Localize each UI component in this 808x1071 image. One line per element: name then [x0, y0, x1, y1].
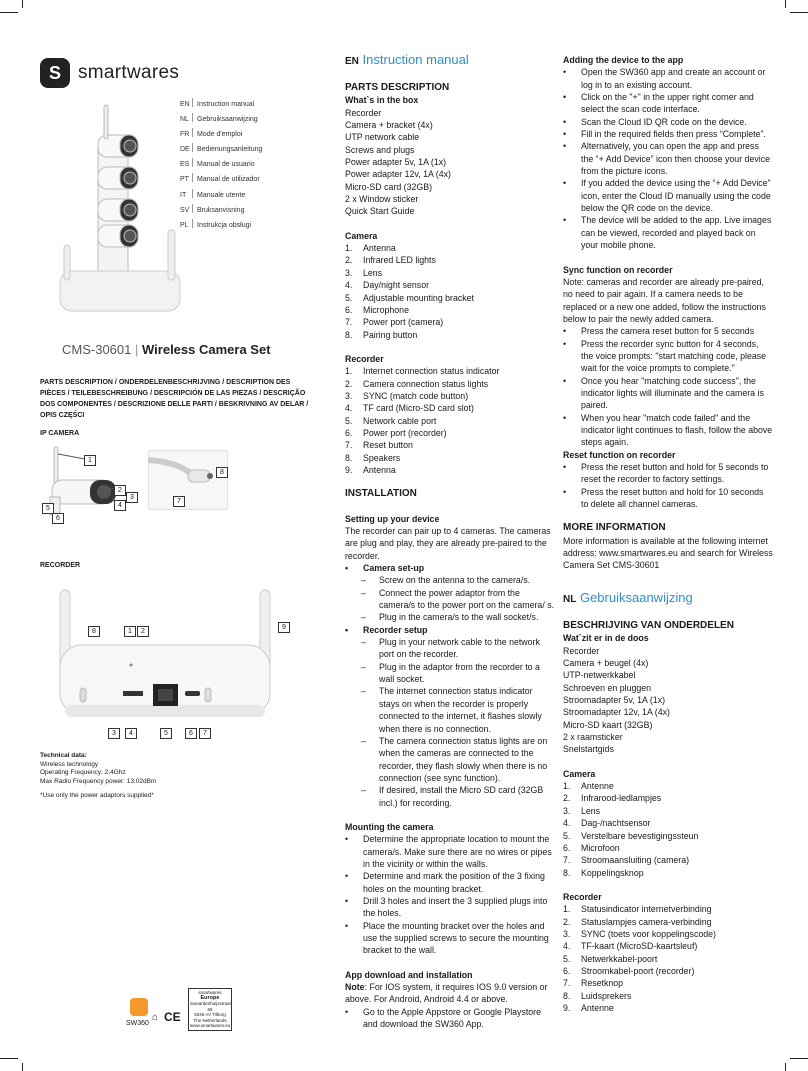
en-column-1 — [345, 0, 555, 1071]
recorder-callout-6: 6 — [185, 728, 197, 739]
lang-row: NL Gebruiksaanwijzing — [180, 112, 262, 127]
lang-row: ES Manual de usuario — [180, 157, 262, 172]
en-add-steps: • Open the SW360 app and create an account or log in to an existing account. • Click on the "+" in the upper right corner and select the scan code interface. • Scan the Cloud ID QR code on the device. • Fill in the required fields then press “Complete”. • Alternatively, you can open the app and press the “+ Add Device” icon then choose your device from the picture icons. • If you added the device using the “+ Add Device” icon, enter the Cloud ID manually using the code below the QR code on the device. • The device will be added to the app. Live images can be viewed, recorded and played back on your mobile phone. — [563, 66, 773, 251]
recycle-icon: ⌂ — [152, 1012, 159, 1023]
en-heading: EN Instruction manual — [345, 52, 469, 67]
camera-callout-7: 7 — [173, 496, 185, 507]
brand-logo: S — [40, 58, 70, 88]
technical-data: Technical data: Wireless technology Operating Frequency: 2,4Ghz Max Radio Frequency power: 13.02dBm *Use only the power adaptors supplied* — [40, 752, 157, 799]
camera-callout-1: 1 — [84, 455, 96, 466]
camera-callout-8: 8 — [216, 467, 228, 478]
section-title: PARTS DESCRIPTION — [345, 82, 450, 93]
recorder-label: RECORDER — [40, 562, 81, 569]
recorder-callout-2: 2 — [137, 626, 149, 637]
lang-row: FR Mode d'emploi — [180, 127, 262, 142]
ip-camera-label: IP CAMERA — [40, 430, 80, 437]
en-nl-column — [563, 0, 773, 1071]
lang-row: IT Manuale utente — [180, 188, 262, 203]
crop-mark — [790, 12, 808, 13]
recorder-callout-3: 3 — [108, 728, 120, 739]
camera-callout-3: 3 — [126, 492, 138, 503]
nl-body: BESCHRIJVING VAN ONDERDELEN Wat`zit er in de doos Recorder Camera + beugel (4x) UTP-netwerkkabel Schroeven en pluggen Stroomadapter 5v, 1A (1x) Stroomadapter 12v, 1A (4x) Micro-SD kaart (32GB) 2 x raamsticker Snelstartgids Camera 1. Antenne 2. Infrarood-ledlampjes 3. Lens 4. Dag-/nachtsensor 5. Verstelbare bevestigingssteun 6. Microfoon 7. Stroomaansluiting (camera) 8. Koppelingsknop Recorder 1. Statusindicator internetverbinding 2. Statuslampjes camera-verbinding 3. SYNC (toets voor koppelingscode) 4. TF-kaart (MicroSD-kaartsleuf) 5. Netwerkkabel-poort 6. Stroomkabel-poort (recorder) 7. Resetknop 8. Luidsprekers 9. Antenne — [563, 620, 773, 1014]
section-title: BESCHRIJVING VAN ONDERDELEN — [563, 620, 734, 631]
crop-mark — [790, 1058, 808, 1059]
recorder-callout-5: 5 — [160, 728, 172, 739]
recorder-callout-7: 7 — [199, 728, 211, 739]
lang-row: PT Manual de utilizador — [180, 172, 262, 187]
nl-recorder-list: 1. Statusindicator internetverbinding 2. Statuslampjes camera-verbinding 3. SYNC (toets voor koppelingscode) 4. TF-kaart (MicroSD-kaartsleuf) 5. Netwerkkabel-poort 6. Stroomkabel-poort (recorder) 7. Resetknop 8. Luidsprekers 9. Antenne — [563, 904, 716, 1013]
recorder-diagram — [55, 585, 280, 735]
camera-callout-5: 5 — [42, 503, 54, 514]
nl-camera-list: 1. Antenne 2. Infrarood-ledlampjes 3. Lens 4. Dag-/nachtsensor 5. Verstelbare bevestigingssteun 6. Microfoon 7. Stroomaansluiting (camera) 8. Koppelingsknop — [563, 781, 699, 878]
camera-callout-2: 2 — [114, 485, 126, 496]
sw360-label: SW360 — [126, 1020, 149, 1027]
en-mount-list: • Determine the appropriate location to mount the camera/s. Make sure there are no wires or pipes in the vicinity or within the walls. • Determine and mark the position of the 3 fixing holes on the mounting bracket. • Drill 3 holes and insert the 3 supplied plugs into the holes. • Place the mounting bracket over the holes and use the supplied screws to secure the mounting bracket to the wall. — [345, 833, 555, 956]
parts-header: PARTS DESCRIPTION / ONDERDELENBESCHRIJVING / DESCRIPTION DES PIÈCES / TEILEBESCHREIBUNG / DESCRIPCIÓN DE LAS PIEZAS / DESCRIÇÃO DOS COMPONENTES / DESCRIZIONE DELLE PARTI / BESKRIVNING AV DELAR / OPIS CZĘŚCI — [40, 379, 309, 419]
en-body-1: PARTS DESCRIPTION What`s in the box Recorder Camera + bracket (4x) UTP network cable Screws and plugs Power adapter 5v, 1A (1x) Power adapter 12v, 1A (4x) Micro-SD card (32GB) 2 x Window sticker Quick Start Guide Camera 1. Antenna 2. Infrared LED lights 3. Lens 4. Day/night sensor 5. Adjustable mounting bracket 6. Microphone 7. Power port (camera) 8. Pairing button Recorder 1. Internet connection status indicator 2. Camera connection status lights 3. SYNC (match code button) 4. TF card (Micro-SD card slot) 5. Network cable port 6. Power port (recorder) 7. Reset button 8. Speakers 9. Antenna INSTALLATION Setting up your device The recorder can pair up to 4 cameras. The cameras are plug and play, they are already pre-paired to the recorder. • Camera set-up – Screw on the antenna to the camera/s. – Connect the power adaptor from the camera/s to the power port on the camera/ s. – Plug in the camera/s to the wall socket/s. • Recorder setup – Plug in your network cable to the network port on the recorder. – Plug in the adaptor from the recorder to a wall socket. – The internet connection status indicator stays on when the recorder is properly connected to the internet, it flashes slowly when there is no connection. – The camera connection status lights are on when the cameras are connected to the recorder, they flash slowly when there is no connection (see sync function). – If desired, install the Micro SD card (32GB incl.) for recording. Mounting the camera • Determine the appropriate location to mount the camera/s. Make sure there are no wires or pipes in the vicinity or within the walls. • Determine and mark the position of the 3 fixing holes on the mounting bracket. • Drill 3 holes and insert the 3 supplied plugs into the holes. • Place the mounting bracket over the holes and use the supplied screws to secure the mounting bracket to the wall. App download and installation Note: For IOS system, it requires IOS 9.0 version or above. For Android, Android 4.4 or above. • Go to the Apple Appstore or Google Playstore and download the SW360 App. — [345, 82, 555, 1030]
en-camera-list: 1. Antenna 2. Infrared LED lights 3. Lens 4. Day/night sensor 5. Adjustable mounting bracket 6. Microphone 7. Power port (camera) 8. Pairing button — [345, 243, 475, 340]
product-image — [50, 95, 185, 335]
en-app-steps: • Go to the Apple Appstore or Google Playstore and download the SW360 App. — [345, 1006, 555, 1031]
ce-mark: CE — [164, 1010, 181, 1024]
section-title: INSTALLATION — [345, 488, 417, 500]
recorder-callout-8: 8 — [88, 626, 100, 637]
recorder-callout-9: 9 — [278, 622, 290, 633]
en-recorder-setup: – Plug in your network cable to the network port on the recorder. – Plug in the adaptor from the recorder to a wall socket. – The internet connection status indicator stays on when the recorder is properly connected to the internet, it flashes slowly when there is no connection. – The camera connection status lights are on when the cameras are connected to the recorder, they flash slowly when there is no connection (see sync function). – If desired, install the Micro SD card (32GB incl.) for recording. — [345, 636, 555, 809]
lang-row: PL Instrukcja obsługi — [180, 218, 262, 233]
en-recorder-list: 1. Internet connection status indicator 2. Camera connection status lights 3. SYNC (match code button) 4. TF card (Micro-SD card slot) 5. Network cable port 6. Power port (recorder) 7. Reset button 8. Speakers 9. Antenna — [345, 366, 500, 475]
camera-callout-6: 6 — [52, 513, 64, 524]
lang-row: EN Instruction manual — [180, 97, 262, 112]
camera-stack — [98, 105, 138, 280]
lang-row: DE Bedienungsanleitung — [180, 142, 262, 157]
en-camera-setup: – Screw on the antenna to the camera/s. – Connect the power adaptor from the camera/s to the power port on the camera/ s. – Plug in the camera/s to the wall socket/s. — [345, 574, 555, 623]
crop-mark — [785, 0, 786, 8]
lang-row: SV Bruksanvisning — [180, 203, 262, 218]
recorder-callout-4: 4 — [125, 728, 137, 739]
nl-heading: NL Gebruiksaanwijzing — [563, 590, 693, 605]
section-title: MORE INFORMATION — [563, 522, 666, 534]
en-body-2: Adding the device to the app • Open the SW360 app and create an account or log in to an existing account. • Click on the "+" in the upper right corner and select the scan code interface. • Scan the Cloud ID QR code on the device. • Fill in the required fields then press “Complete”. • Alternatively, you can open the app and press the “+ Add Device” icon then choose your device from the picture icons. • If you added the device using the “+ Add Device” icon, enter the Cloud ID manually using the code below the QR code on the device. • The device will be added to the app. Live images can be viewed, recorded and played back on your mobile phone. Sync function on recorder Note: cameras and recorder are already pre-paired, no need to pair again. If a camera needs to be replaced or a new one added, follow the instructions below to pair the newly added camera. • Press the camera reset button for 5 seconds • Press the recorder sync button for 4 seconds, the voice prompts: "start matching code, please wait for the voice prompts to complete." • Once you hear "matching code success", the indicator lights will illuminate and the camera is paired. • When you hear "match code failed" and the indicator light continues to flash, follow the above steps again. Reset function on recorder • Press the reset button and hold for 5 seconds to reset the recorder to factory settings. • Press the reset button and hold for 10 seconds to delete all channel cameras. MORE INFORMATION More information is available at the following internet address: www.smartwares.eu and search for Wireless Camera Set CMS-30601 — [563, 54, 773, 572]
camera-callout-4: 4 — [114, 500, 126, 511]
en-reset-steps: • Press the reset button and hold for 5 seconds to reset the recorder to factory settings. • Press the reset button and hold for 10 seconds to delete all channel cameras. — [563, 461, 773, 510]
en-sync-steps: • Press the camera reset button for 5 seconds • Press the recorder sync button for 4 seconds, the voice prompts: "start matching code, please wait for the voice prompts to complete." • Once you hear "matching code success", the indicator lights will illuminate and the camera is paired. • When you hear "match code failed" and the indicator light continues to flash, follow the above steps again. — [563, 325, 773, 448]
recorder-callout-1: 1 — [124, 626, 136, 637]
brand-name: smartwares — [78, 62, 180, 83]
language-list — [180, 97, 262, 233]
crop-mark — [785, 1063, 786, 1071]
product-title: CMS-30601 | Wireless Camera Set — [62, 342, 271, 357]
power-cable-image — [148, 450, 228, 510]
eu-address-box: smartwares Europe Sweardenhuijsstraat 65 5048 AV Tilburg The Netherlands www.smartwares.eu — [188, 988, 232, 1031]
cover-column — [0, 0, 335, 1071]
sw360-app-icon — [130, 998, 148, 1016]
